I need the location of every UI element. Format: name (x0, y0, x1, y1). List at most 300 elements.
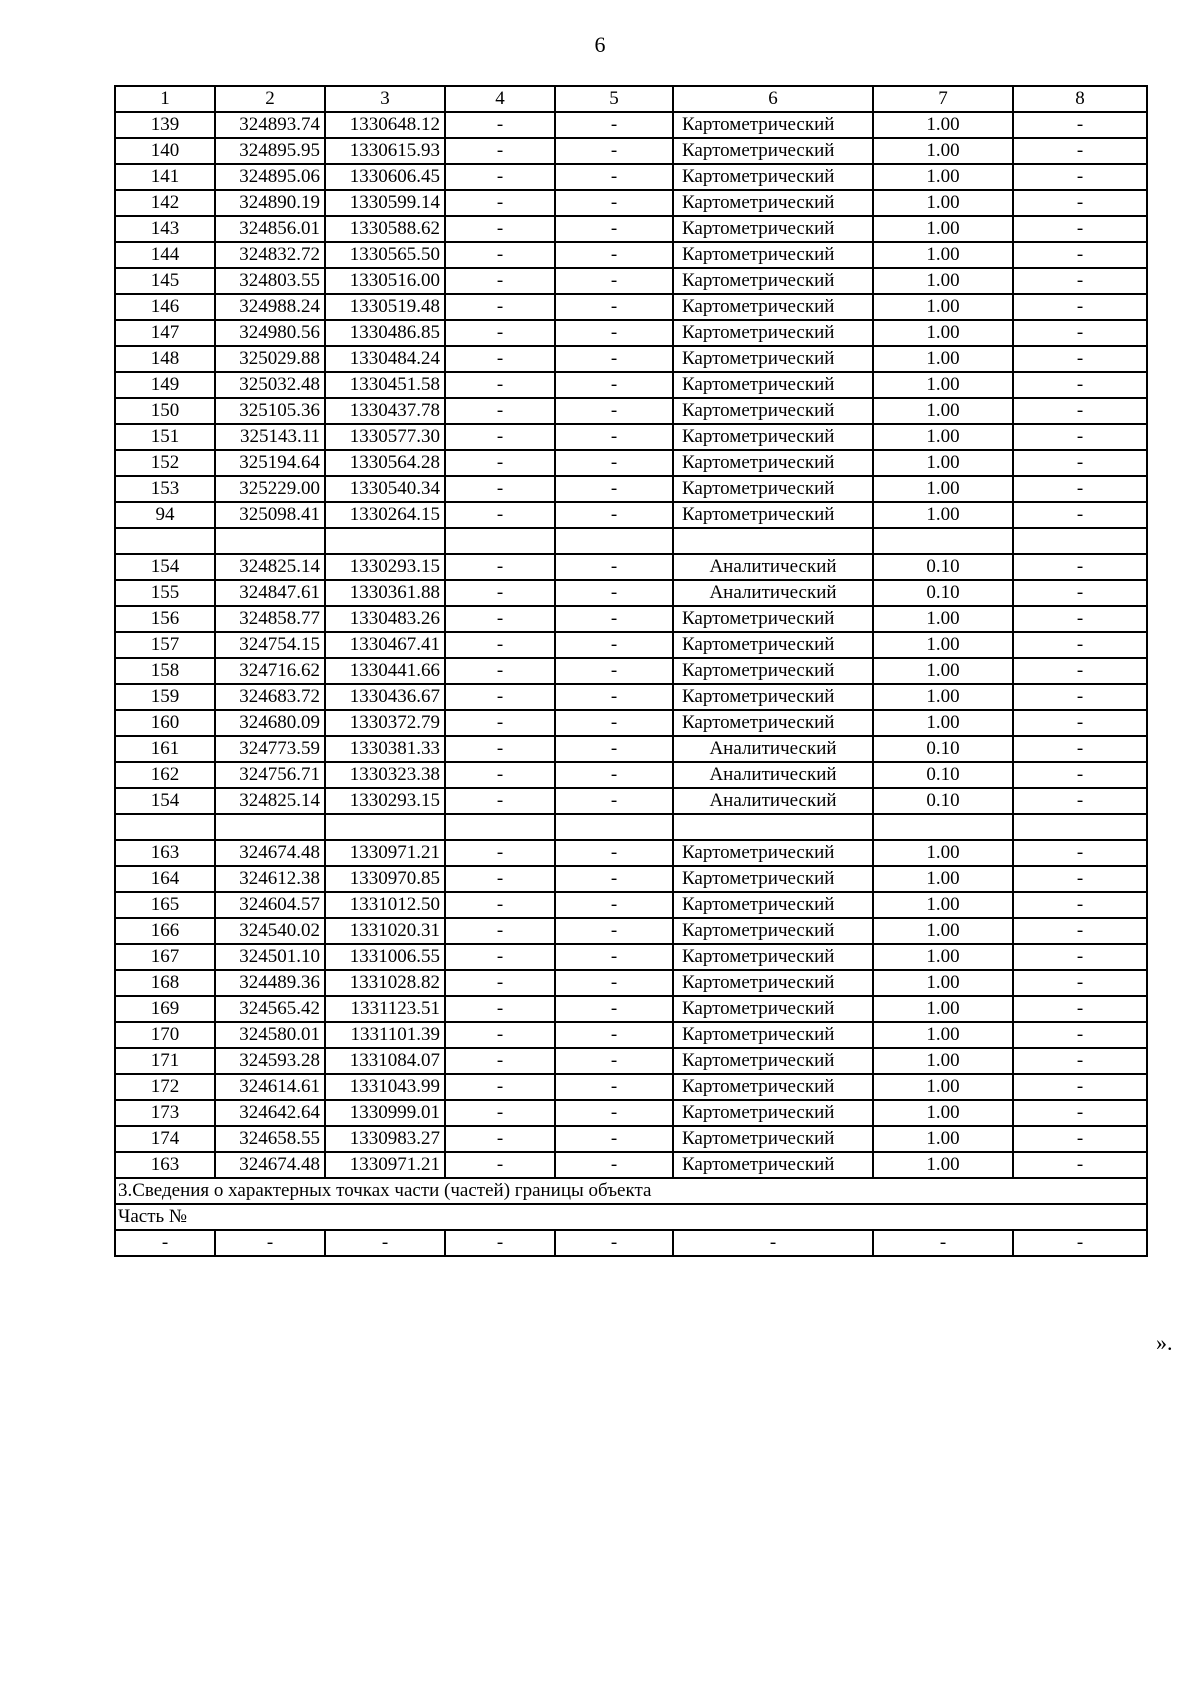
cell-col-1: 157 (115, 632, 215, 658)
cell-col-3: 1330564.28 (325, 450, 445, 476)
cell-col-4: - (445, 1152, 555, 1178)
empty-cell-col-5: - (555, 1230, 673, 1256)
cell-col-4: - (445, 190, 555, 216)
cell-col-6: Картометрический (673, 450, 873, 476)
cell-col-4: - (445, 996, 555, 1022)
cell-col-3: 1330971.21 (325, 1152, 445, 1178)
cell-col-4: - (445, 1126, 555, 1152)
cell-col-8: - (1013, 918, 1147, 944)
cell-col-8: - (1013, 788, 1147, 814)
table-row (115, 944, 1147, 970)
cell-col-3: 1330588.62 (325, 216, 445, 242)
part-number-label: Часть № (115, 1204, 1147, 1230)
cell-col-8: - (1013, 190, 1147, 216)
cell-col-8: - (1013, 502, 1147, 528)
cell-col-1: 139 (115, 112, 215, 138)
cell-col-3: 1330484.24 (325, 346, 445, 372)
cell-col-4: - (445, 710, 555, 736)
cell-col-4: - (445, 502, 555, 528)
cell-col-4: - (445, 606, 555, 632)
cell-col-4: - (445, 684, 555, 710)
cell-col-3 (325, 528, 445, 554)
cell-col-8: - (1013, 424, 1147, 450)
header-cell: 7 (873, 86, 1013, 112)
cell-col-1: 151 (115, 424, 215, 450)
cell-col-7: 1.00 (873, 346, 1013, 372)
cell-col-8 (1013, 528, 1147, 554)
cell-col-5: - (555, 970, 673, 996)
cell-col-8: - (1013, 346, 1147, 372)
cell-col-5: - (555, 346, 673, 372)
cell-col-6: Картометрический (673, 268, 873, 294)
cell-col-3: 1331084.07 (325, 1048, 445, 1074)
table-row (115, 554, 1147, 580)
cell-col-2: 324756.71 (215, 762, 325, 788)
cell-col-6: Картометрический (673, 684, 873, 710)
cell-col-5: - (555, 996, 673, 1022)
cell-col-6: Картометрический (673, 1074, 873, 1100)
cell-col-5: - (555, 320, 673, 346)
cell-col-1: 174 (115, 1126, 215, 1152)
cell-col-7: 1.00 (873, 450, 1013, 476)
cell-col-7: 1.00 (873, 294, 1013, 320)
cell-col-8: - (1013, 762, 1147, 788)
section-3-title: 3.Сведения о характерных точках части (частей) границы объекта (115, 1178, 1147, 1204)
cell-col-1: 167 (115, 944, 215, 970)
cell-col-3: 1331012.50 (325, 892, 445, 918)
cell-col-1: 162 (115, 762, 215, 788)
cell-col-3: 1330451.58 (325, 372, 445, 398)
table-row (115, 164, 1147, 190)
table-row (115, 424, 1147, 450)
cell-col-1: 165 (115, 892, 215, 918)
cell-col-3: 1331028.82 (325, 970, 445, 996)
cell-col-2: 324773.59 (215, 736, 325, 762)
cell-col-5: - (555, 762, 673, 788)
cell-col-4: - (445, 840, 555, 866)
cell-col-2: 325098.41 (215, 502, 325, 528)
cell-col-4: - (445, 658, 555, 684)
cell-col-4: - (445, 112, 555, 138)
cell-col-6: Картометрический (673, 242, 873, 268)
cell-col-6: Картометрический (673, 1152, 873, 1178)
cell-col-2: 324890.19 (215, 190, 325, 216)
cell-col-8: - (1013, 476, 1147, 502)
cell-col-2: 324895.95 (215, 138, 325, 164)
cell-col-6: Картометрический (673, 190, 873, 216)
table-row (115, 736, 1147, 762)
cell-col-6: Картометрический (673, 294, 873, 320)
table-row (115, 866, 1147, 892)
cell-col-3: 1330381.33 (325, 736, 445, 762)
cell-col-3: 1330971.21 (325, 840, 445, 866)
header-cell: 3 (325, 86, 445, 112)
cell-col-6: Аналитический (673, 762, 873, 788)
cell-col-6: Аналитический (673, 788, 873, 814)
cell-col-7: 0.10 (873, 580, 1013, 606)
cell-col-8: - (1013, 658, 1147, 684)
cell-col-3: 1330264.15 (325, 502, 445, 528)
cell-col-4: - (445, 866, 555, 892)
cell-col-1: 163 (115, 840, 215, 866)
cell-col-2: 324803.55 (215, 268, 325, 294)
empty-cell-col-7: - (873, 1230, 1013, 1256)
cell-col-7: 1.00 (873, 1126, 1013, 1152)
cell-col-7: 1.00 (873, 606, 1013, 632)
table-row (115, 268, 1147, 294)
cell-col-4: - (445, 554, 555, 580)
cell-col-5: - (555, 1126, 673, 1152)
cell-col-2: 325194.64 (215, 450, 325, 476)
cell-col-5: - (555, 684, 673, 710)
cell-col-5: - (555, 1022, 673, 1048)
cell-col-7: 0.10 (873, 736, 1013, 762)
cell-col-1: 94 (115, 502, 215, 528)
table-row (115, 502, 1147, 528)
cell-col-2: 324847.61 (215, 580, 325, 606)
cell-col-5: - (555, 424, 673, 450)
cell-col-4: - (445, 242, 555, 268)
cell-col-2 (215, 528, 325, 554)
cell-col-3: 1330293.15 (325, 788, 445, 814)
cell-col-3: 1331123.51 (325, 996, 445, 1022)
cell-col-6: Картометрический (673, 658, 873, 684)
table-row (115, 476, 1147, 502)
cell-col-3: 1330519.48 (325, 294, 445, 320)
cell-col-1: 159 (115, 684, 215, 710)
cell-col-4: - (445, 788, 555, 814)
part-label-row (115, 1204, 1147, 1230)
cell-col-1: 153 (115, 476, 215, 502)
table-row (115, 242, 1147, 268)
cell-col-2: 324540.02 (215, 918, 325, 944)
cell-col-1 (115, 528, 215, 554)
cell-col-8: - (1013, 1022, 1147, 1048)
cell-col-6: Картометрический (673, 632, 873, 658)
table-row (115, 606, 1147, 632)
cell-col-5: - (555, 1100, 673, 1126)
cell-col-5: - (555, 918, 673, 944)
table-row (115, 1100, 1147, 1126)
cell-col-8: - (1013, 138, 1147, 164)
cell-col-1: 169 (115, 996, 215, 1022)
cell-col-6: Картометрический (673, 476, 873, 502)
cell-col-5: - (555, 606, 673, 632)
cell-col-3: 1330437.78 (325, 398, 445, 424)
cell-col-3: 1330648.12 (325, 112, 445, 138)
cell-col-2: 324754.15 (215, 632, 325, 658)
cell-col-2: 325229.00 (215, 476, 325, 502)
cell-col-7: 1.00 (873, 190, 1013, 216)
cell-col-2: 324593.28 (215, 1048, 325, 1074)
cell-col-4: - (445, 970, 555, 996)
cell-col-7: 1.00 (873, 1048, 1013, 1074)
table-row (115, 190, 1147, 216)
cell-col-4: - (445, 918, 555, 944)
cell-col-6: Картометрический (673, 372, 873, 398)
cell-col-8: - (1013, 294, 1147, 320)
cell-col-6: Картометрический (673, 1022, 873, 1048)
empty-cell-col-3: - (325, 1230, 445, 1256)
table-row (115, 996, 1147, 1022)
cell-col-6: Картометрический (673, 840, 873, 866)
cell-col-7: 1.00 (873, 476, 1013, 502)
cell-col-2: 325032.48 (215, 372, 325, 398)
cell-col-8: - (1013, 554, 1147, 580)
cell-col-6: Картометрический (673, 216, 873, 242)
cell-col-5: - (555, 788, 673, 814)
cell-col-2: 324642.64 (215, 1100, 325, 1126)
cell-col-6: Картометрический (673, 320, 873, 346)
cell-col-6: Аналитический (673, 736, 873, 762)
cell-col-5: - (555, 242, 673, 268)
cell-col-2: 324674.48 (215, 840, 325, 866)
cell-col-3: 1330599.14 (325, 190, 445, 216)
cell-col-8: - (1013, 372, 1147, 398)
cell-col-2: 324674.48 (215, 1152, 325, 1178)
cell-col-6: Картометрический (673, 1126, 873, 1152)
cell-col-1: 146 (115, 294, 215, 320)
cell-col-4: - (445, 216, 555, 242)
cell-col-5: - (555, 398, 673, 424)
table-row (115, 528, 1147, 554)
header-cell: 5 (555, 86, 673, 112)
cell-col-8: - (1013, 580, 1147, 606)
cell-col-1: 147 (115, 320, 215, 346)
cell-col-5: - (555, 892, 673, 918)
cell-col-3: 1331101.39 (325, 1022, 445, 1048)
cell-col-7: 1.00 (873, 138, 1013, 164)
empty-cell-col-1: - (115, 1230, 215, 1256)
cell-col-7: 0.10 (873, 788, 1013, 814)
table-row (115, 710, 1147, 736)
cell-col-6: Картометрический (673, 424, 873, 450)
cell-col-4: - (445, 892, 555, 918)
cell-col-4: - (445, 1074, 555, 1100)
cell-col-3: 1330467.41 (325, 632, 445, 658)
cell-col-1: 144 (115, 242, 215, 268)
table-row (115, 112, 1147, 138)
cell-col-5: - (555, 190, 673, 216)
cell-col-5: - (555, 450, 673, 476)
cell-col-4: - (445, 944, 555, 970)
cell-col-7: 1.00 (873, 840, 1013, 866)
cell-col-3: 1330983.27 (325, 1126, 445, 1152)
cell-col-5: - (555, 502, 673, 528)
cell-col-6: Картометрический (673, 606, 873, 632)
cell-col-3: 1330615.93 (325, 138, 445, 164)
cell-col-4: - (445, 476, 555, 502)
cell-col-1: 142 (115, 190, 215, 216)
cell-col-1: 149 (115, 372, 215, 398)
cell-col-6 (673, 528, 873, 554)
cell-col-7: 1.00 (873, 1022, 1013, 1048)
cell-col-5: - (555, 216, 673, 242)
cell-col-8: - (1013, 398, 1147, 424)
cell-col-7: 0.10 (873, 762, 1013, 788)
cell-col-1: 171 (115, 1048, 215, 1074)
cell-col-1: 158 (115, 658, 215, 684)
cell-col-7: 1.00 (873, 866, 1013, 892)
cell-col-7: 1.00 (873, 320, 1013, 346)
cell-col-2: 324680.09 (215, 710, 325, 736)
cell-col-4: - (445, 1022, 555, 1048)
cell-col-1: 164 (115, 866, 215, 892)
cell-col-4: - (445, 294, 555, 320)
cell-col-2: 324832.72 (215, 242, 325, 268)
cell-col-3: 1330436.67 (325, 684, 445, 710)
table-row (115, 840, 1147, 866)
cell-col-4: - (445, 736, 555, 762)
table-row (115, 788, 1147, 814)
cell-col-7: 1.00 (873, 268, 1013, 294)
cell-col-7 (873, 528, 1013, 554)
cell-col-7: 1.00 (873, 892, 1013, 918)
cell-col-6: Картометрический (673, 710, 873, 736)
cell-col-7: 1.00 (873, 242, 1013, 268)
cell-col-4 (445, 814, 555, 840)
cell-col-5: - (555, 294, 673, 320)
table-row (115, 450, 1147, 476)
cell-col-7: 1.00 (873, 918, 1013, 944)
table-row (115, 398, 1147, 424)
cell-col-8: - (1013, 164, 1147, 190)
cell-col-4: - (445, 268, 555, 294)
cell-col-3: 1331006.55 (325, 944, 445, 970)
cell-col-8: - (1013, 216, 1147, 242)
header-cell: 8 (1013, 86, 1147, 112)
header-cell: 2 (215, 86, 325, 112)
cell-col-5: - (555, 554, 673, 580)
cell-col-8: - (1013, 996, 1147, 1022)
cell-col-1: 170 (115, 1022, 215, 1048)
cell-col-2: 324604.57 (215, 892, 325, 918)
cell-col-5: - (555, 944, 673, 970)
coordinates-table-wrapper (114, 85, 1148, 1257)
cell-col-1: 145 (115, 268, 215, 294)
cell-col-1: 168 (115, 970, 215, 996)
cell-col-6: Картометрический (673, 996, 873, 1022)
cell-col-3: 1331020.31 (325, 918, 445, 944)
cell-col-7: 1.00 (873, 216, 1013, 242)
cell-col-4: - (445, 164, 555, 190)
cell-col-2: 324825.14 (215, 788, 325, 814)
cell-col-5: - (555, 372, 673, 398)
cell-col-8: - (1013, 866, 1147, 892)
table-row (115, 1126, 1147, 1152)
cell-col-6: Картометрический (673, 1048, 873, 1074)
cell-col-5: - (555, 1152, 673, 1178)
cell-col-5: - (555, 710, 673, 736)
cell-col-3: 1330441.66 (325, 658, 445, 684)
cell-col-8: - (1013, 1126, 1147, 1152)
cell-col-1: 140 (115, 138, 215, 164)
cell-col-7: 1.00 (873, 710, 1013, 736)
table-row (115, 294, 1147, 320)
cell-col-7 (873, 814, 1013, 840)
cell-col-7: 1.00 (873, 632, 1013, 658)
page-number: 6 (594, 32, 606, 57)
cell-col-5 (555, 528, 673, 554)
cell-col-6: Картометрический (673, 970, 873, 996)
cell-col-7: 1.00 (873, 944, 1013, 970)
cell-col-1: 143 (115, 216, 215, 242)
cell-col-2: 324612.38 (215, 866, 325, 892)
cell-col-8 (1013, 814, 1147, 840)
cell-col-6: Картометрический (673, 138, 873, 164)
cell-col-8: - (1013, 710, 1147, 736)
empty-part-row (115, 1230, 1147, 1256)
cell-col-1: 163 (115, 1152, 215, 1178)
cell-col-3: 1331043.99 (325, 1074, 445, 1100)
cell-col-3: 1330999.01 (325, 1100, 445, 1126)
cell-col-3: 1330323.38 (325, 762, 445, 788)
cell-col-8: - (1013, 944, 1147, 970)
cell-col-4: - (445, 580, 555, 606)
empty-cell-col-4: - (445, 1230, 555, 1256)
cell-col-6: Картометрический (673, 1100, 873, 1126)
cell-col-3: 1330540.34 (325, 476, 445, 502)
cell-col-3: 1330565.50 (325, 242, 445, 268)
cell-col-8: - (1013, 242, 1147, 268)
cell-col-6: Картометрический (673, 346, 873, 372)
cell-col-5: - (555, 866, 673, 892)
table-row (115, 216, 1147, 242)
cell-col-2: 324895.06 (215, 164, 325, 190)
cell-col-7: 1.00 (873, 112, 1013, 138)
cell-col-8: - (1013, 892, 1147, 918)
cell-col-4: - (445, 1048, 555, 1074)
table-row (115, 658, 1147, 684)
cell-col-8: - (1013, 736, 1147, 762)
cell-col-1: 160 (115, 710, 215, 736)
cell-col-6: Картометрический (673, 866, 873, 892)
cell-col-1: 173 (115, 1100, 215, 1126)
cell-col-8: - (1013, 1152, 1147, 1178)
cell-col-3: 1330606.45 (325, 164, 445, 190)
cell-col-2: 324856.01 (215, 216, 325, 242)
cell-col-8: - (1013, 684, 1147, 710)
cell-col-8: - (1013, 606, 1147, 632)
table-row (115, 970, 1147, 996)
cell-col-3: 1330970.85 (325, 866, 445, 892)
cell-col-1: 172 (115, 1074, 215, 1100)
cell-col-4: - (445, 1100, 555, 1126)
cell-col-4: - (445, 450, 555, 476)
cell-col-1 (115, 814, 215, 840)
cell-col-7: 1.00 (873, 372, 1013, 398)
cell-col-5: - (555, 840, 673, 866)
cell-col-2: 324580.01 (215, 1022, 325, 1048)
cell-col-2: 325029.88 (215, 346, 325, 372)
table-row (115, 814, 1147, 840)
cell-col-6: Картометрический (673, 892, 873, 918)
cell-col-7: 1.00 (873, 970, 1013, 996)
cell-col-8: - (1013, 450, 1147, 476)
cell-col-2: 324988.24 (215, 294, 325, 320)
header-row (115, 86, 1147, 112)
cell-col-7: 1.00 (873, 502, 1013, 528)
cell-col-7: 1.00 (873, 1074, 1013, 1100)
table-row (115, 762, 1147, 788)
cell-col-1: 141 (115, 164, 215, 190)
cell-col-3: 1330516.00 (325, 268, 445, 294)
cell-col-1: 155 (115, 580, 215, 606)
cell-col-8: - (1013, 970, 1147, 996)
cell-col-7: 1.00 (873, 658, 1013, 684)
cell-col-2: 324980.56 (215, 320, 325, 346)
cell-col-7: 1.00 (873, 684, 1013, 710)
